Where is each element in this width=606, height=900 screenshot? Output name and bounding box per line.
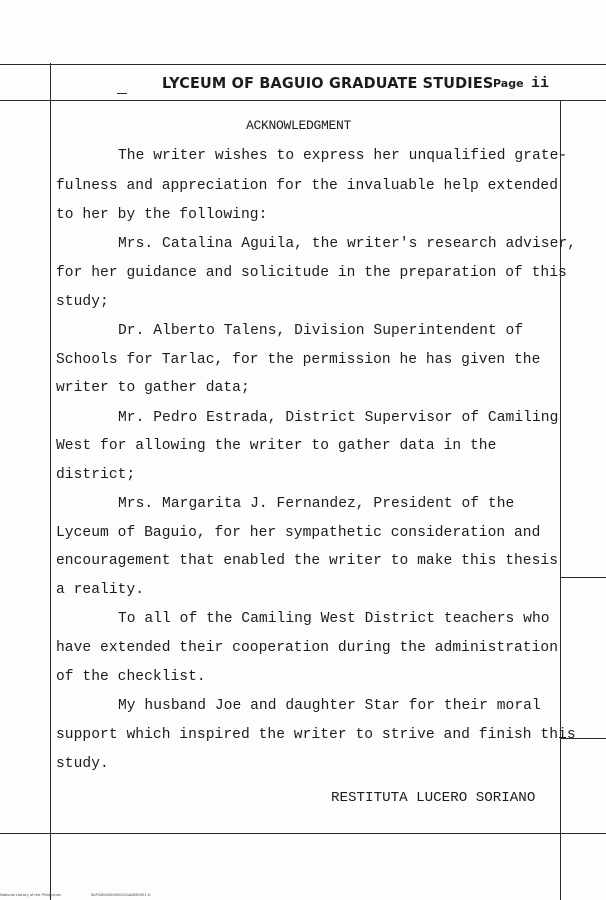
header-bottom-rule: [0, 100, 606, 101]
body-line: West for allowing the writer to gather data in the: [56, 438, 497, 454]
body-line: have extended their cooperation during the administration: [56, 640, 559, 656]
footer-code: NLPGD0000000001GADM0001 iii: [90, 893, 151, 897]
body-line: My husband Joe and daughter Star for their moral: [118, 698, 541, 714]
body-line: of the checklist.: [56, 669, 206, 685]
bottom-rule: [0, 833, 606, 834]
body-line: The writer wishes to express her unqualified grate-: [118, 148, 568, 164]
page-label: Page: [493, 77, 524, 90]
body-line: Dr. Alberto Talens, Division Superintendent of: [118, 323, 524, 339]
body-line: study;: [56, 294, 109, 310]
body-line: Lyceum of Baguio, for her sympathetic consideration and: [56, 525, 541, 541]
body-line: fulness and appreciation for the invaluable help extended: [56, 178, 559, 194]
body-line: support which inspired the writer to strive and finish this: [56, 727, 576, 743]
body-line: Mrs. Catalina Aguila, the writer's research adviser,: [118, 236, 576, 252]
header-top-rule: [0, 64, 606, 65]
left-margin-rule: [50, 63, 51, 900]
right-margin-rule: [560, 100, 561, 900]
body-line: encouragement that enabled the writer to make this thesis: [56, 553, 559, 569]
body-line: Mrs. Margarita J. Fernandez, President of the: [118, 496, 515, 512]
right-tab-mark-upper: [560, 577, 606, 578]
body-line: district;: [56, 467, 136, 483]
body-line: a reality.: [56, 582, 145, 598]
header-title: LYCEUM OF BAGUIO GRADUATE STUDIES: [162, 74, 494, 92]
body-line: to her by the following:: [56, 207, 268, 223]
body-line: Mr. Pedro Estrada, District Supervisor of Camiling: [118, 410, 559, 426]
signature-name: RESTITUTA LUCERO SORIANO: [331, 790, 536, 806]
page-number: ii: [531, 75, 550, 92]
header-tick-mark: [117, 93, 127, 94]
section-heading: ACKNOWLEDGMENT: [246, 118, 352, 133]
body-line: writer to gather data;: [56, 380, 250, 396]
body-line: for her guidance and solicitude in the preparation of this: [56, 265, 567, 281]
scan-footer: [0, 893, 151, 897]
footer-library: National Library of the Philippines: [0, 893, 61, 897]
body-line: Schools for Tarlac, for the permission he has given the: [56, 352, 541, 368]
body-line: To all of the Camiling West District teachers who: [118, 611, 550, 627]
body-line: study.: [56, 756, 109, 772]
